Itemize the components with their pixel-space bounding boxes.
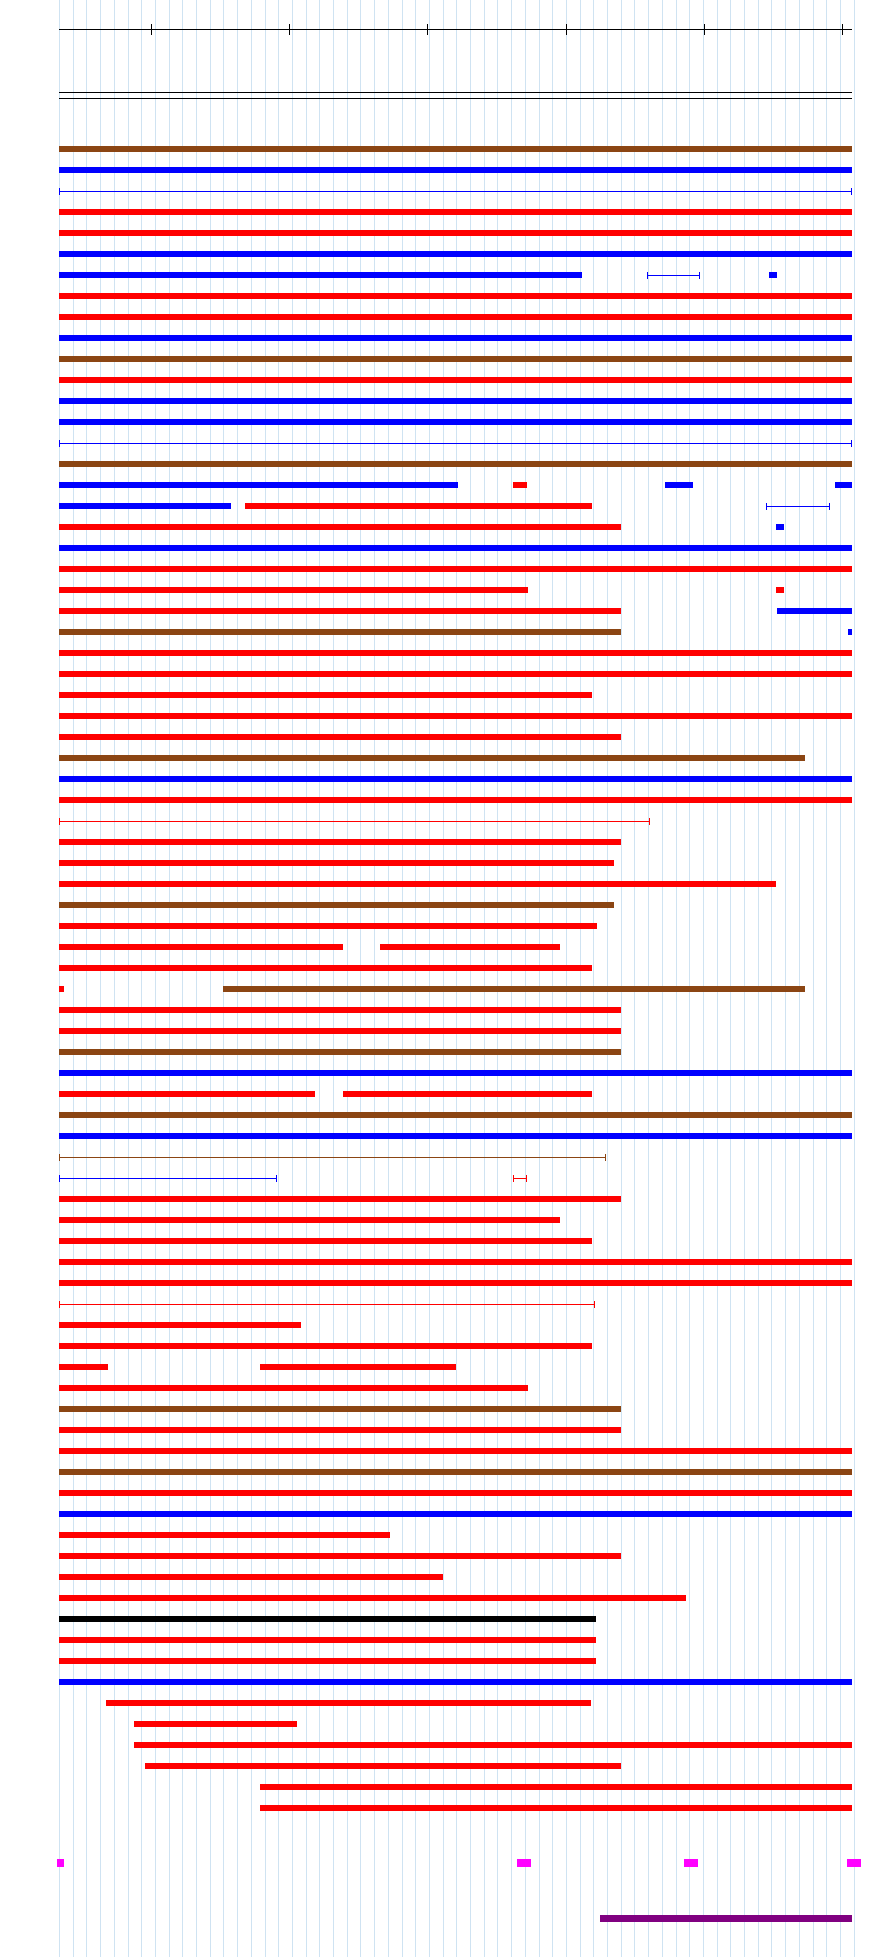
variant-bar[interactable] <box>59 965 592 971</box>
variant-bar-end <box>829 503 830 510</box>
variant-bar[interactable] <box>59 230 852 236</box>
variant-bar[interactable] <box>59 1532 390 1538</box>
variant-bar-end <box>594 1301 595 1308</box>
variant-bar[interactable] <box>59 1616 596 1622</box>
ruler-tick <box>704 24 705 35</box>
variant-bar[interactable] <box>59 1574 443 1580</box>
variant-bar[interactable] <box>776 524 784 530</box>
variant-bar-end <box>276 1175 277 1182</box>
variant-bar[interactable] <box>59 1157 606 1158</box>
variant-bar-end <box>59 818 60 825</box>
variant-bar[interactable] <box>835 482 852 488</box>
variant-bar[interactable] <box>260 1784 852 1790</box>
variant-bar[interactable] <box>59 545 852 551</box>
variant-bar-end <box>851 440 852 447</box>
ruler-tick <box>566 24 567 35</box>
variant-bar[interactable] <box>134 1721 297 1727</box>
variant-bar[interactable] <box>245 503 592 509</box>
variant-bar[interactable] <box>223 986 805 992</box>
variant-bar-end <box>59 1175 60 1182</box>
variant-bar[interactable] <box>59 587 528 593</box>
variant-bar[interactable] <box>59 986 64 992</box>
variant-bar[interactable] <box>59 1490 852 1496</box>
variant-bar[interactable] <box>59 1304 595 1305</box>
variant-bar[interactable] <box>59 902 614 908</box>
variant-bar[interactable] <box>134 1742 852 1748</box>
variant-bar[interactable] <box>260 1805 852 1811</box>
cytoband-bar-bottom <box>59 98 852 99</box>
variant-bar[interactable] <box>59 167 852 173</box>
variant-bar[interactable] <box>59 1280 852 1286</box>
variant-bar[interactable] <box>769 272 777 278</box>
variant-bar[interactable] <box>848 629 852 635</box>
grid-line <box>854 0 855 1957</box>
variant-bar[interactable] <box>59 566 852 572</box>
ruler-tick <box>427 24 428 35</box>
variant-bar[interactable] <box>59 755 805 761</box>
variant-bar[interactable] <box>59 608 621 614</box>
variant-bar[interactable] <box>59 1217 560 1223</box>
variant-bar[interactable] <box>59 398 852 404</box>
gene-block[interactable] <box>684 1859 698 1867</box>
variant-bar[interactable] <box>59 1028 621 1034</box>
variant-bar[interactable] <box>59 146 852 152</box>
variant-bar[interactable] <box>59 1112 852 1118</box>
variant-bar-end <box>851 188 852 195</box>
variant-bar[interactable] <box>106 1700 591 1706</box>
variant-bar[interactable] <box>59 839 621 845</box>
variant-bar-end <box>766 503 767 510</box>
variant-bar-end <box>59 1154 60 1161</box>
variant-bar[interactable] <box>59 1322 301 1328</box>
variant-bar[interactable] <box>59 1133 852 1139</box>
variant-bar[interactable] <box>59 671 852 677</box>
variant-bar[interactable] <box>145 1763 621 1769</box>
variant-bar-end <box>526 1175 527 1182</box>
variant-bar[interactable] <box>59 1637 596 1643</box>
variant-bar-end <box>59 440 60 447</box>
variant-bar[interactable] <box>59 482 458 488</box>
variant-bar[interactable] <box>665 482 693 488</box>
variant-bar[interactable] <box>59 293 852 299</box>
variant-bar[interactable] <box>59 251 852 257</box>
variant-bar-end <box>59 1301 60 1308</box>
variant-bar-end <box>513 1175 514 1182</box>
variant-bar[interactable] <box>59 1511 852 1517</box>
variant-bar[interactable] <box>59 377 852 383</box>
ruler-tick <box>289 24 290 35</box>
variant-bar[interactable] <box>513 1178 527 1179</box>
variant-bar[interactable] <box>59 1448 852 1454</box>
variant-bar[interactable] <box>59 314 852 320</box>
variant-bar[interactable] <box>59 881 776 887</box>
variant-bar[interactable] <box>59 1007 621 1013</box>
variant-bar[interactable] <box>59 461 852 467</box>
variant-bar[interactable] <box>59 335 852 341</box>
variant-bar[interactable] <box>59 272 582 278</box>
variant-bar[interactable] <box>59 821 650 822</box>
variant-bar-end <box>649 818 650 825</box>
variant-bar[interactable] <box>59 1091 315 1097</box>
variant-bar[interactable] <box>59 191 852 192</box>
variant-bar[interactable] <box>59 1364 108 1370</box>
variant-bar[interactable] <box>380 944 560 950</box>
segdup-bar[interactable] <box>600 1915 852 1922</box>
variant-bar[interactable] <box>59 1658 596 1664</box>
variant-bar[interactable] <box>776 587 784 593</box>
variant-bar[interactable] <box>59 1070 852 1076</box>
variant-bar[interactable] <box>59 1427 621 1433</box>
variant-bar[interactable] <box>59 1679 852 1685</box>
variant-bar[interactable] <box>59 1049 621 1055</box>
variant-bar[interactable] <box>260 1364 456 1370</box>
variant-bar[interactable] <box>59 860 614 866</box>
variant-bar[interactable] <box>766 506 830 507</box>
variant-bar-end <box>59 188 60 195</box>
ruler-tick <box>151 24 152 35</box>
variant-bar[interactable] <box>59 713 852 719</box>
variant-bar[interactable] <box>59 650 852 656</box>
variant-bar[interactable] <box>59 734 621 740</box>
variant-bar[interactable] <box>59 503 231 509</box>
gene-block[interactable] <box>847 1859 861 1867</box>
variant-bar[interactable] <box>343 1091 592 1097</box>
variant-bar[interactable] <box>513 482 527 488</box>
gene-block[interactable] <box>57 1859 64 1867</box>
variant-bar[interactable] <box>59 356 852 362</box>
variant-bar-end <box>699 272 700 279</box>
variant-bar[interactable] <box>59 1385 528 1391</box>
variant-bar[interactable] <box>59 443 852 444</box>
variant-bar[interactable] <box>59 776 852 782</box>
variant-bar[interactable] <box>59 1238 592 1244</box>
variant-bar[interactable] <box>59 944 343 950</box>
variant-bar[interactable] <box>59 1406 621 1412</box>
variant-bar[interactable] <box>59 419 852 425</box>
variant-bar[interactable] <box>59 1259 852 1265</box>
variant-bar-end <box>647 272 648 279</box>
variant-bar[interactable] <box>59 1469 852 1475</box>
variant-bar[interactable] <box>59 1178 277 1179</box>
variant-bar-end <box>605 1154 606 1161</box>
ruler-tick <box>842 24 843 35</box>
variant-bar[interactable] <box>59 1343 592 1349</box>
gene-block[interactable] <box>517 1859 531 1867</box>
variant-bar[interactable] <box>59 524 621 530</box>
variant-bar[interactable] <box>59 1196 621 1202</box>
variant-bar[interactable] <box>647 275 700 276</box>
variant-bar[interactable] <box>59 923 597 929</box>
variant-bar[interactable] <box>777 608 852 614</box>
variant-bar[interactable] <box>59 692 592 698</box>
variant-bar[interactable] <box>59 797 852 803</box>
ruler-axis <box>59 29 852 30</box>
variant-bar[interactable] <box>59 1553 621 1559</box>
cytoband-bar-top <box>59 92 852 93</box>
variant-bar[interactable] <box>59 629 621 635</box>
variant-bar[interactable] <box>59 1595 686 1601</box>
variant-bar[interactable] <box>59 209 852 215</box>
